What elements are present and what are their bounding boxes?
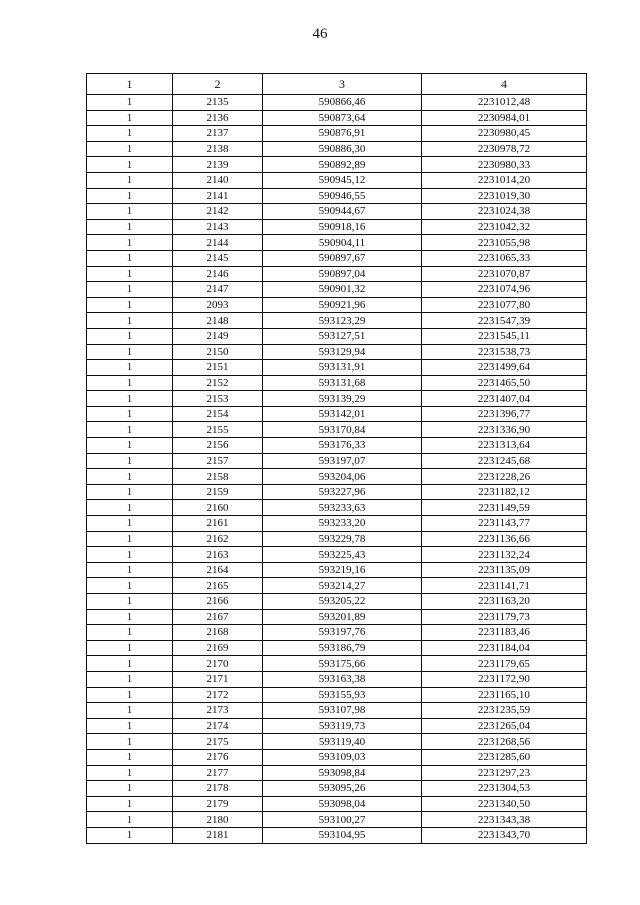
table-row bbox=[87, 687, 587, 703]
table-cell-col-2: 2137 bbox=[173, 126, 263, 142]
table-cell-col-4: 2231042,32 bbox=[422, 219, 587, 235]
table-cell-col-4: 2231547,39 bbox=[422, 313, 587, 329]
table-cell-col-4: 2231313,64 bbox=[422, 438, 587, 454]
table-cell-col-1: 1 bbox=[87, 469, 173, 485]
table-cell-col-3: 593229,78 bbox=[263, 531, 422, 547]
table-cell-col-3: 593197,76 bbox=[263, 625, 422, 641]
table-row bbox=[87, 812, 587, 828]
table-cell-col-3: 590944,67 bbox=[263, 204, 422, 220]
table-cell-col-3: 593227,96 bbox=[263, 484, 422, 500]
column-header-3: 3 bbox=[263, 74, 422, 95]
table-row bbox=[87, 250, 587, 266]
table-cell-col-1: 1 bbox=[87, 516, 173, 532]
table-cell-col-1: 1 bbox=[87, 188, 173, 204]
table-cell-col-3: 593131,91 bbox=[263, 360, 422, 376]
table-cell-col-2: 2161 bbox=[173, 516, 263, 532]
table-row bbox=[87, 516, 587, 532]
table-cell-col-3: 593163,38 bbox=[263, 671, 422, 687]
table-cell-col-2: 2093 bbox=[173, 297, 263, 313]
table-row bbox=[87, 172, 587, 188]
table-row bbox=[87, 313, 587, 329]
table-cell-col-2: 2149 bbox=[173, 328, 263, 344]
table-cell-col-1: 1 bbox=[87, 749, 173, 765]
table-cell-col-3: 590897,04 bbox=[263, 266, 422, 282]
table-row bbox=[87, 297, 587, 313]
table-cell-col-3: 590921,96 bbox=[263, 297, 422, 313]
table-cell-col-2: 2172 bbox=[173, 687, 263, 703]
table-cell-col-1: 1 bbox=[87, 453, 173, 469]
table-cell-col-3: 590904,11 bbox=[263, 235, 422, 251]
table-cell-col-3: 590886,30 bbox=[263, 141, 422, 157]
table-cell-col-2: 2167 bbox=[173, 609, 263, 625]
table-cell-col-1: 1 bbox=[87, 718, 173, 734]
table-cell-col-4: 2231340,50 bbox=[422, 796, 587, 812]
table-cell-col-4: 2231163,20 bbox=[422, 594, 587, 610]
table-row bbox=[87, 718, 587, 734]
table-cell-col-3: 593139,29 bbox=[263, 391, 422, 407]
table-cell-col-2: 2179 bbox=[173, 796, 263, 812]
table-cell-col-3: 590897,67 bbox=[263, 250, 422, 266]
table-row bbox=[87, 453, 587, 469]
table-cell-col-2: 2140 bbox=[173, 172, 263, 188]
table-cell-col-4: 2231545,11 bbox=[422, 328, 587, 344]
table-cell-col-4: 2231019,30 bbox=[422, 188, 587, 204]
table-cell-col-2: 2165 bbox=[173, 578, 263, 594]
table-cell-col-3: 590901,32 bbox=[263, 282, 422, 298]
table-cell-col-4: 2231179,65 bbox=[422, 656, 587, 672]
table-cell-col-2: 2154 bbox=[173, 406, 263, 422]
table-cell-col-4: 2231265,04 bbox=[422, 718, 587, 734]
table-cell-col-1: 1 bbox=[87, 781, 173, 797]
table-cell-col-2: 2136 bbox=[173, 110, 263, 126]
table-row bbox=[87, 328, 587, 344]
table-cell-col-3: 593129,94 bbox=[263, 344, 422, 360]
table-cell-col-2: 2158 bbox=[173, 469, 263, 485]
table-cell-col-2: 2147 bbox=[173, 282, 263, 298]
table-cell-col-3: 593201,89 bbox=[263, 609, 422, 625]
table-cell-col-2: 2135 bbox=[173, 95, 263, 111]
table-cell-col-4: 2231336,90 bbox=[422, 422, 587, 438]
table-cell-col-4: 2231179,73 bbox=[422, 609, 587, 625]
table-cell-col-3: 593095,26 bbox=[263, 781, 422, 797]
table-row bbox=[87, 391, 587, 407]
table-cell-col-1: 1 bbox=[87, 656, 173, 672]
table-row bbox=[87, 640, 587, 656]
table-cell-col-4: 2230978,72 bbox=[422, 141, 587, 157]
table-body bbox=[87, 95, 587, 844]
table-cell-col-2: 2169 bbox=[173, 640, 263, 656]
table-cell-col-3: 590866,46 bbox=[263, 95, 422, 111]
table-cell-col-4: 2230980,45 bbox=[422, 126, 587, 142]
table-cell-col-4: 2231407,04 bbox=[422, 391, 587, 407]
table-cell-col-1: 1 bbox=[87, 796, 173, 812]
table-cell-col-4: 2231538,73 bbox=[422, 344, 587, 360]
table-row bbox=[87, 625, 587, 641]
table-cell-col-3: 593233,20 bbox=[263, 516, 422, 532]
table-cell-col-3: 593197,07 bbox=[263, 453, 422, 469]
table-cell-col-3: 590892,89 bbox=[263, 157, 422, 173]
table-row bbox=[87, 406, 587, 422]
table-cell-col-1: 1 bbox=[87, 204, 173, 220]
table-cell-col-1: 1 bbox=[87, 609, 173, 625]
table-row bbox=[87, 266, 587, 282]
table-cell-col-1: 1 bbox=[87, 406, 173, 422]
table-cell-col-2: 2170 bbox=[173, 656, 263, 672]
table-row bbox=[87, 781, 587, 797]
table-cell-col-3: 593119,40 bbox=[263, 734, 422, 750]
table-row bbox=[87, 375, 587, 391]
table-cell-col-2: 2142 bbox=[173, 204, 263, 220]
table-cell-col-1: 1 bbox=[87, 484, 173, 500]
table-row bbox=[87, 438, 587, 454]
table-cell-col-3: 593127,51 bbox=[263, 328, 422, 344]
table-cell-col-2: 2143 bbox=[173, 219, 263, 235]
table-cell-col-1: 1 bbox=[87, 531, 173, 547]
table-cell-col-3: 593186,79 bbox=[263, 640, 422, 656]
table-cell-col-3: 593107,98 bbox=[263, 703, 422, 719]
page-number: 46 bbox=[312, 26, 328, 42]
table-cell-col-2: 2156 bbox=[173, 438, 263, 454]
table-cell-col-4: 2231245,68 bbox=[422, 453, 587, 469]
table-cell-col-3: 593155,93 bbox=[263, 687, 422, 703]
table-cell-col-3: 590918,16 bbox=[263, 219, 422, 235]
table-cell-col-3: 593204,06 bbox=[263, 469, 422, 485]
table-cell-col-3: 593098,84 bbox=[263, 765, 422, 781]
table-row bbox=[87, 500, 587, 516]
table-cell-col-3: 593205,22 bbox=[263, 594, 422, 610]
table-row bbox=[87, 282, 587, 298]
table-cell-col-4: 2231055,98 bbox=[422, 235, 587, 251]
table-cell-col-4: 2231143,77 bbox=[422, 516, 587, 532]
table-cell-col-4: 2231074,96 bbox=[422, 282, 587, 298]
table-cell-col-3: 590946,55 bbox=[263, 188, 422, 204]
table-row bbox=[87, 547, 587, 563]
table-cell-col-1: 1 bbox=[87, 95, 173, 111]
table-row bbox=[87, 422, 587, 438]
table-cell-col-4: 2231304,53 bbox=[422, 781, 587, 797]
table-row bbox=[87, 344, 587, 360]
table-cell-col-2: 2166 bbox=[173, 594, 263, 610]
table-cell-col-4: 2231070,87 bbox=[422, 266, 587, 282]
table-cell-col-2: 2164 bbox=[173, 562, 263, 578]
table-cell-col-2: 2168 bbox=[173, 625, 263, 641]
table-cell-col-4: 2231012,48 bbox=[422, 95, 587, 111]
table-row bbox=[87, 703, 587, 719]
table-cell-col-3: 593225,43 bbox=[263, 547, 422, 563]
coordinates-table-container bbox=[86, 73, 586, 844]
table-cell-col-2: 2155 bbox=[173, 422, 263, 438]
table-cell-col-4: 2231184,04 bbox=[422, 640, 587, 656]
table-cell-col-3: 593142,01 bbox=[263, 406, 422, 422]
table-row bbox=[87, 671, 587, 687]
table-row bbox=[87, 219, 587, 235]
table-row bbox=[87, 469, 587, 485]
table-cell-col-4: 2230984,01 bbox=[422, 110, 587, 126]
table-cell-col-1: 1 bbox=[87, 578, 173, 594]
table-row bbox=[87, 204, 587, 220]
table-cell-col-3: 593119,73 bbox=[263, 718, 422, 734]
table-cell-col-4: 2231135,09 bbox=[422, 562, 587, 578]
table-cell-col-2: 2153 bbox=[173, 391, 263, 407]
table-cell-col-1: 1 bbox=[87, 827, 173, 843]
table-cell-col-1: 1 bbox=[87, 687, 173, 703]
table-cell-col-3: 590876,91 bbox=[263, 126, 422, 142]
table-row bbox=[87, 734, 587, 750]
table-cell-col-4: 2231183,46 bbox=[422, 625, 587, 641]
table-cell-col-2: 2160 bbox=[173, 500, 263, 516]
table-cell-col-4: 2231065,33 bbox=[422, 250, 587, 266]
table-cell-col-2: 2150 bbox=[173, 344, 263, 360]
table-row bbox=[87, 188, 587, 204]
table-cell-col-4: 2231235,59 bbox=[422, 703, 587, 719]
table-cell-col-3: 593214,27 bbox=[263, 578, 422, 594]
table-cell-col-4: 2231343,70 bbox=[422, 827, 587, 843]
column-header-2: 2 bbox=[173, 74, 263, 95]
table-row bbox=[87, 609, 587, 625]
table-cell-col-2: 2176 bbox=[173, 749, 263, 765]
table-cell-col-2: 2178 bbox=[173, 781, 263, 797]
table-cell-col-1: 1 bbox=[87, 297, 173, 313]
table-cell-col-1: 1 bbox=[87, 110, 173, 126]
table-cell-col-1: 1 bbox=[87, 765, 173, 781]
table-cell-col-4: 2231182,12 bbox=[422, 484, 587, 500]
table-cell-col-4: 2231499,64 bbox=[422, 360, 587, 376]
table-cell-col-2: 2141 bbox=[173, 188, 263, 204]
table-cell-col-3: 593104,95 bbox=[263, 827, 422, 843]
table-cell-col-3: 593233,63 bbox=[263, 500, 422, 516]
table-cell-col-2: 2177 bbox=[173, 765, 263, 781]
table-cell-col-4: 2231077,80 bbox=[422, 297, 587, 313]
table-cell-col-3: 593131,68 bbox=[263, 375, 422, 391]
table-cell-col-1: 1 bbox=[87, 313, 173, 329]
table-cell-col-1: 1 bbox=[87, 703, 173, 719]
table-cell-col-2: 2162 bbox=[173, 531, 263, 547]
table-cell-col-1: 1 bbox=[87, 141, 173, 157]
table-cell-col-1: 1 bbox=[87, 172, 173, 188]
table-cell-col-2: 2171 bbox=[173, 671, 263, 687]
table-cell-col-2: 2175 bbox=[173, 734, 263, 750]
table-cell-col-1: 1 bbox=[87, 328, 173, 344]
table-cell-col-1: 1 bbox=[87, 640, 173, 656]
table-row bbox=[87, 827, 587, 843]
table-cell-col-3: 593176,33 bbox=[263, 438, 422, 454]
table-row bbox=[87, 157, 587, 173]
table-row bbox=[87, 656, 587, 672]
table-row bbox=[87, 360, 587, 376]
table-cell-col-3: 590945,12 bbox=[263, 172, 422, 188]
table-cell-col-4: 2231285,60 bbox=[422, 749, 587, 765]
table-cell-col-1: 1 bbox=[87, 250, 173, 266]
table-cell-col-2: 2159 bbox=[173, 484, 263, 500]
table-cell-col-1: 1 bbox=[87, 282, 173, 298]
table-cell-col-2: 2139 bbox=[173, 157, 263, 173]
table-cell-col-4: 2231228,26 bbox=[422, 469, 587, 485]
table-cell-col-4: 2231172,90 bbox=[422, 671, 587, 687]
table-cell-col-3: 593219,16 bbox=[263, 562, 422, 578]
table-cell-col-3: 593123,29 bbox=[263, 313, 422, 329]
table-cell-col-2: 2148 bbox=[173, 313, 263, 329]
table-row bbox=[87, 749, 587, 765]
table-cell-col-4: 2231136,66 bbox=[422, 531, 587, 547]
column-header-4: 4 bbox=[422, 74, 587, 95]
table-cell-col-4: 2231268,56 bbox=[422, 734, 587, 750]
table-row bbox=[87, 765, 587, 781]
table-cell-col-2: 2157 bbox=[173, 453, 263, 469]
table-cell-col-4: 2231132,24 bbox=[422, 547, 587, 563]
table-row bbox=[87, 531, 587, 547]
table-cell-col-4: 2231465,50 bbox=[422, 375, 587, 391]
table-cell-col-1: 1 bbox=[87, 126, 173, 142]
table-cell-col-2: 2144 bbox=[173, 235, 263, 251]
table-cell-col-2: 2151 bbox=[173, 360, 263, 376]
table-cell-col-3: 593109,03 bbox=[263, 749, 422, 765]
table-row bbox=[87, 578, 587, 594]
table-cell-col-1: 1 bbox=[87, 157, 173, 173]
table-cell-col-4: 2231149,59 bbox=[422, 500, 587, 516]
table-row bbox=[87, 796, 587, 812]
table-cell-col-1: 1 bbox=[87, 812, 173, 828]
header-row bbox=[87, 74, 587, 95]
table-row bbox=[87, 141, 587, 157]
table-cell-col-1: 1 bbox=[87, 547, 173, 563]
table-cell-col-2: 2152 bbox=[173, 375, 263, 391]
table-cell-col-3: 593098,04 bbox=[263, 796, 422, 812]
table-row bbox=[87, 235, 587, 251]
table-cell-col-4: 2231014,20 bbox=[422, 172, 587, 188]
table-cell-col-2: 2145 bbox=[173, 250, 263, 266]
table-cell-col-4: 2231024,38 bbox=[422, 204, 587, 220]
table-cell-col-3: 593175,66 bbox=[263, 656, 422, 672]
table-cell-col-1: 1 bbox=[87, 375, 173, 391]
table-cell-col-3: 590873,64 bbox=[263, 110, 422, 126]
coordinates-table bbox=[86, 73, 587, 844]
table-cell-col-4: 2231396,77 bbox=[422, 406, 587, 422]
table-row bbox=[87, 110, 587, 126]
table-cell-col-1: 1 bbox=[87, 266, 173, 282]
table-cell-col-2: 2146 bbox=[173, 266, 263, 282]
table-cell-col-2: 2173 bbox=[173, 703, 263, 719]
table-cell-col-1: 1 bbox=[87, 562, 173, 578]
table-cell-col-1: 1 bbox=[87, 360, 173, 376]
table-cell-col-4: 2231297,23 bbox=[422, 765, 587, 781]
table-cell-col-1: 1 bbox=[87, 235, 173, 251]
table-row bbox=[87, 594, 587, 610]
table-cell-col-2: 2138 bbox=[173, 141, 263, 157]
table-cell-col-1: 1 bbox=[87, 734, 173, 750]
table-cell-col-1: 1 bbox=[87, 594, 173, 610]
table-cell-col-1: 1 bbox=[87, 344, 173, 360]
table-cell-col-4: 2231343,38 bbox=[422, 812, 587, 828]
table-cell-col-2: 2163 bbox=[173, 547, 263, 563]
table-cell-col-1: 1 bbox=[87, 500, 173, 516]
table-row bbox=[87, 484, 587, 500]
table-cell-col-4: 2231165,10 bbox=[422, 687, 587, 703]
table-cell-col-1: 1 bbox=[87, 438, 173, 454]
table-cell-col-4: 2231141,71 bbox=[422, 578, 587, 594]
table-cell-col-2: 2180 bbox=[173, 812, 263, 828]
table-cell-col-3: 593100,27 bbox=[263, 812, 422, 828]
table-row bbox=[87, 95, 587, 111]
table-cell-col-1: 1 bbox=[87, 422, 173, 438]
column-header-1: 1 bbox=[87, 74, 173, 95]
table-header bbox=[87, 74, 587, 95]
table-cell-col-1: 1 bbox=[87, 671, 173, 687]
table-cell-col-1: 1 bbox=[87, 219, 173, 235]
table-cell-col-1: 1 bbox=[87, 391, 173, 407]
table-cell-col-3: 593170,84 bbox=[263, 422, 422, 438]
table-row bbox=[87, 126, 587, 142]
table-cell-col-2: 2181 bbox=[173, 827, 263, 843]
table-cell-col-2: 2174 bbox=[173, 718, 263, 734]
table-cell-col-1: 1 bbox=[87, 625, 173, 641]
table-cell-col-4: 2230980,33 bbox=[422, 157, 587, 173]
table-row bbox=[87, 562, 587, 578]
